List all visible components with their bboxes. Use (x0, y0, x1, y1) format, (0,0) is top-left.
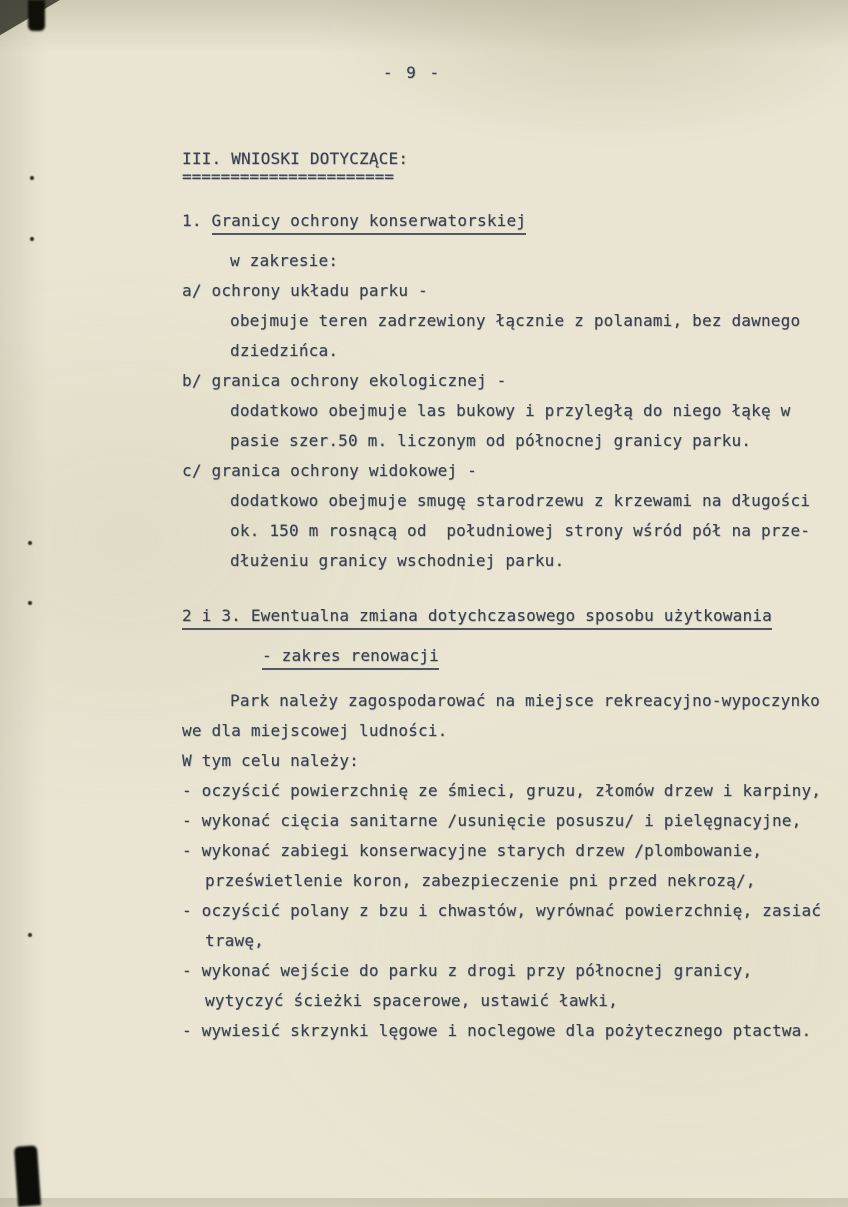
section-2-subtitle (262, 641, 848, 671)
paragraph-line: W tym celu należy: (182, 751, 359, 770)
text-line: dodatkowo obejmuje las bukowy i przyległą do niego łąkę w (230, 401, 791, 420)
task-line: - oczyścić polany z bzu i chwastów, wyrównać powierzchnię, zasiać (182, 901, 822, 920)
section-1 (0, 206, 848, 576)
document-heading-block (0, 144, 848, 192)
section-2 (0, 601, 848, 1046)
task-line: - wykonać wejście do parku z drogi przy północnej granicy, (182, 961, 753, 980)
text-line: dłużeniu granicy wschodniej parku. (230, 551, 565, 570)
page-number: - 9 - (382, 63, 442, 82)
item-c-label: c/ granica ochrony widokowej - (182, 461, 477, 480)
task-line: - oczyścić powierzchnię ze śmieci, gruzu, złomów drzew i karpiny, (182, 781, 822, 800)
paragraph-line: we dla miejscowej ludności. (182, 721, 448, 740)
text-line: dodatkowo obejmuje smugę starodrzewu z krzewami na długości (230, 491, 811, 510)
section-2-title-text: 2 i 3. Ewentualna zmiana dotychczasowego sposobu użytkowania (182, 606, 772, 630)
section-2-subtitle-text: - zakres renowacji (262, 646, 439, 670)
task-line: trawę, (205, 931, 264, 950)
paragraph-line: Park należy zagospodarować na miejsce rekreacyjno-wypoczynko (230, 691, 820, 710)
document-heading: III. WNIOSKI DOTYCZĄCE: (182, 149, 409, 168)
task-line: wytyczyć ścieżki spacerowe, ustawić ławki, (205, 991, 618, 1010)
task-line: prześwietlenie koron, zabezpieczenie pni przed nekrozą/, (205, 871, 756, 890)
text-line: dziedzińca. (230, 341, 339, 360)
section-2-title (182, 601, 848, 631)
section-1-title (182, 206, 848, 236)
task-line: - wywiesić skrzynki lęgowe i noclegowe dla pożytecznego ptactwa. (182, 1021, 812, 1040)
section-1-intro: w zakresie: (230, 251, 339, 270)
item-a-label: a/ ochrony układu parku - (182, 281, 428, 300)
item-b-label: b/ granica ochrony ekologicznej - (182, 371, 507, 390)
section-1-number: 1. (182, 211, 212, 230)
text-line: ok. 150 m rosnącą od południowej strony wśród pół na prze- (230, 521, 811, 540)
heading-double-underline: ====================== (182, 167, 394, 186)
task-line: - wykonać zabiegi konserwacyjne starych drzew /plombowanie, (182, 841, 763, 860)
task-line: - wykonać cięcia sanitarne /usunięcie posuszu/ i pielęgnacyjne, (182, 811, 802, 830)
section-1-title-text: Granicy ochrony konserwatorskiej (212, 211, 527, 235)
text-line: obejmuje teren zadrzewiony łącznie z polanami, bez dawnego (230, 311, 801, 330)
text-line: pasie szer.50 m. liczonym od północnej granicy parku. (230, 431, 752, 450)
